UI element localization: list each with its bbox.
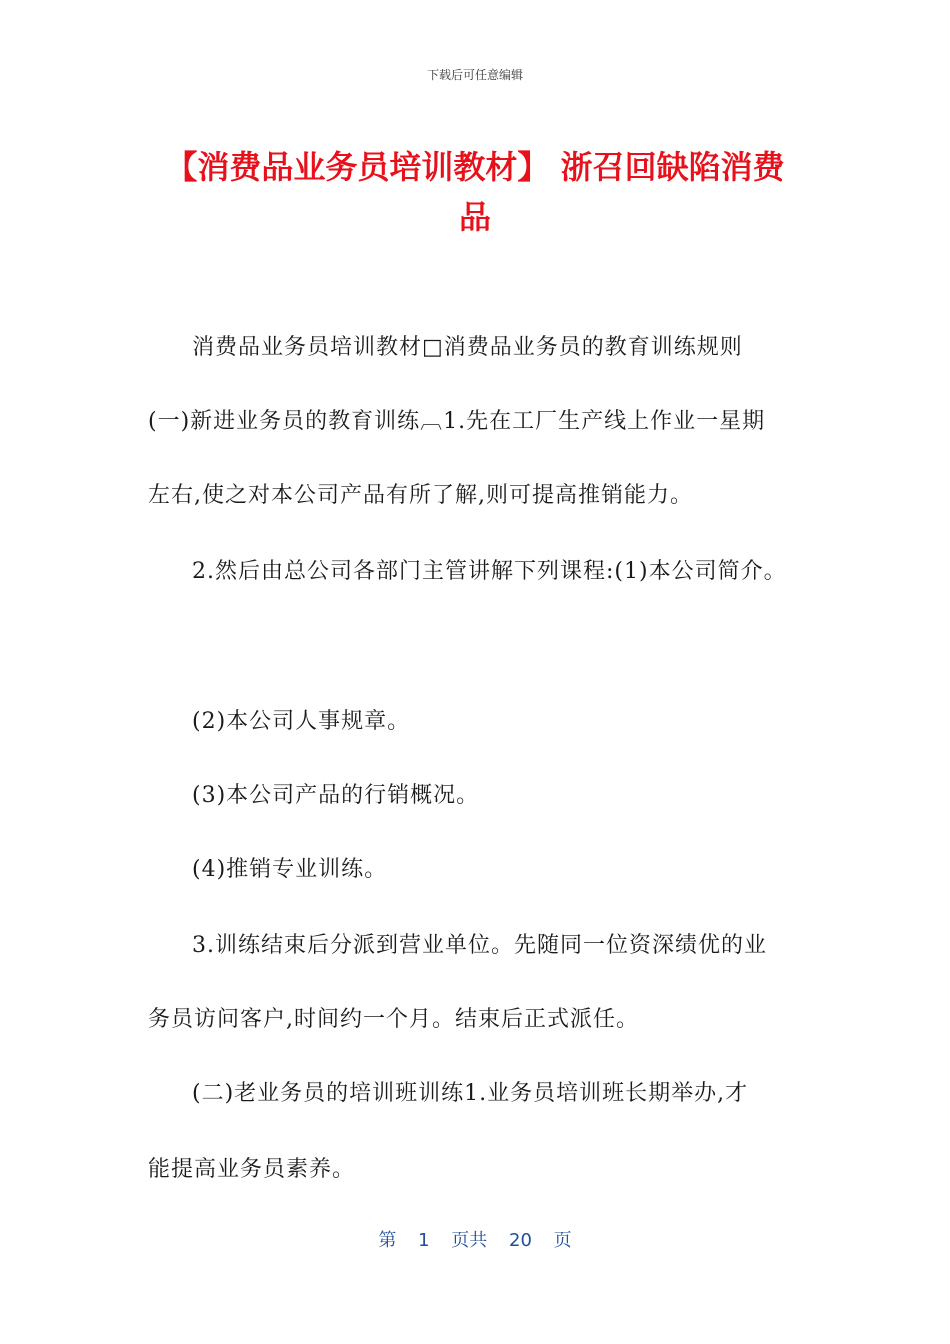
paragraph-line: 务员访问客户,时间约一个月。结束后正式派任。 xyxy=(148,1007,639,1032)
paragraph-line: 能提高业务员素养。 xyxy=(148,1157,356,1182)
document-title: 【消费品业务员培训教材】 浙召回缺陷消费品 xyxy=(165,148,785,236)
paragraph-line: 消费品业务员培训教材□消费品业务员的教育训练规则 xyxy=(192,335,743,360)
paragraph-line: 2.然后由总公司各部门主管讲解下列课程:(1)本公司简介。 xyxy=(192,559,787,584)
paragraph-line: (4)推销专业训练。 xyxy=(192,857,388,882)
paragraph-line: (一)新进业务员的教育训练︹1.先在工厂生产线上作业一星期 xyxy=(148,409,766,434)
paragraph-line: 3.训练结束后分派到营业单位。先随同一位资深绩优的业 xyxy=(192,933,767,958)
paragraph-line: 左右,使之对本公司产品有所了解,则可提高推销能力。 xyxy=(148,483,693,508)
paragraph-line: (2)本公司人事规章。 xyxy=(192,709,411,734)
current-page-number: 1 xyxy=(418,1230,430,1251)
paragraph-line: (3)本公司产品的行销概况。 xyxy=(192,783,480,808)
total-pages-number: 20 xyxy=(509,1230,532,1251)
page-footer xyxy=(0,1226,950,1252)
page-label-prefix: 第 xyxy=(378,1230,397,1251)
header-note: 下载后可任意编辑 xyxy=(426,68,523,82)
page-label-mid: 页共 xyxy=(451,1230,488,1251)
page-label-suffix: 页 xyxy=(553,1230,572,1251)
paragraph-line: (二)老业务员的培训班训练1.业务员培训班长期举办,才 xyxy=(192,1081,749,1106)
